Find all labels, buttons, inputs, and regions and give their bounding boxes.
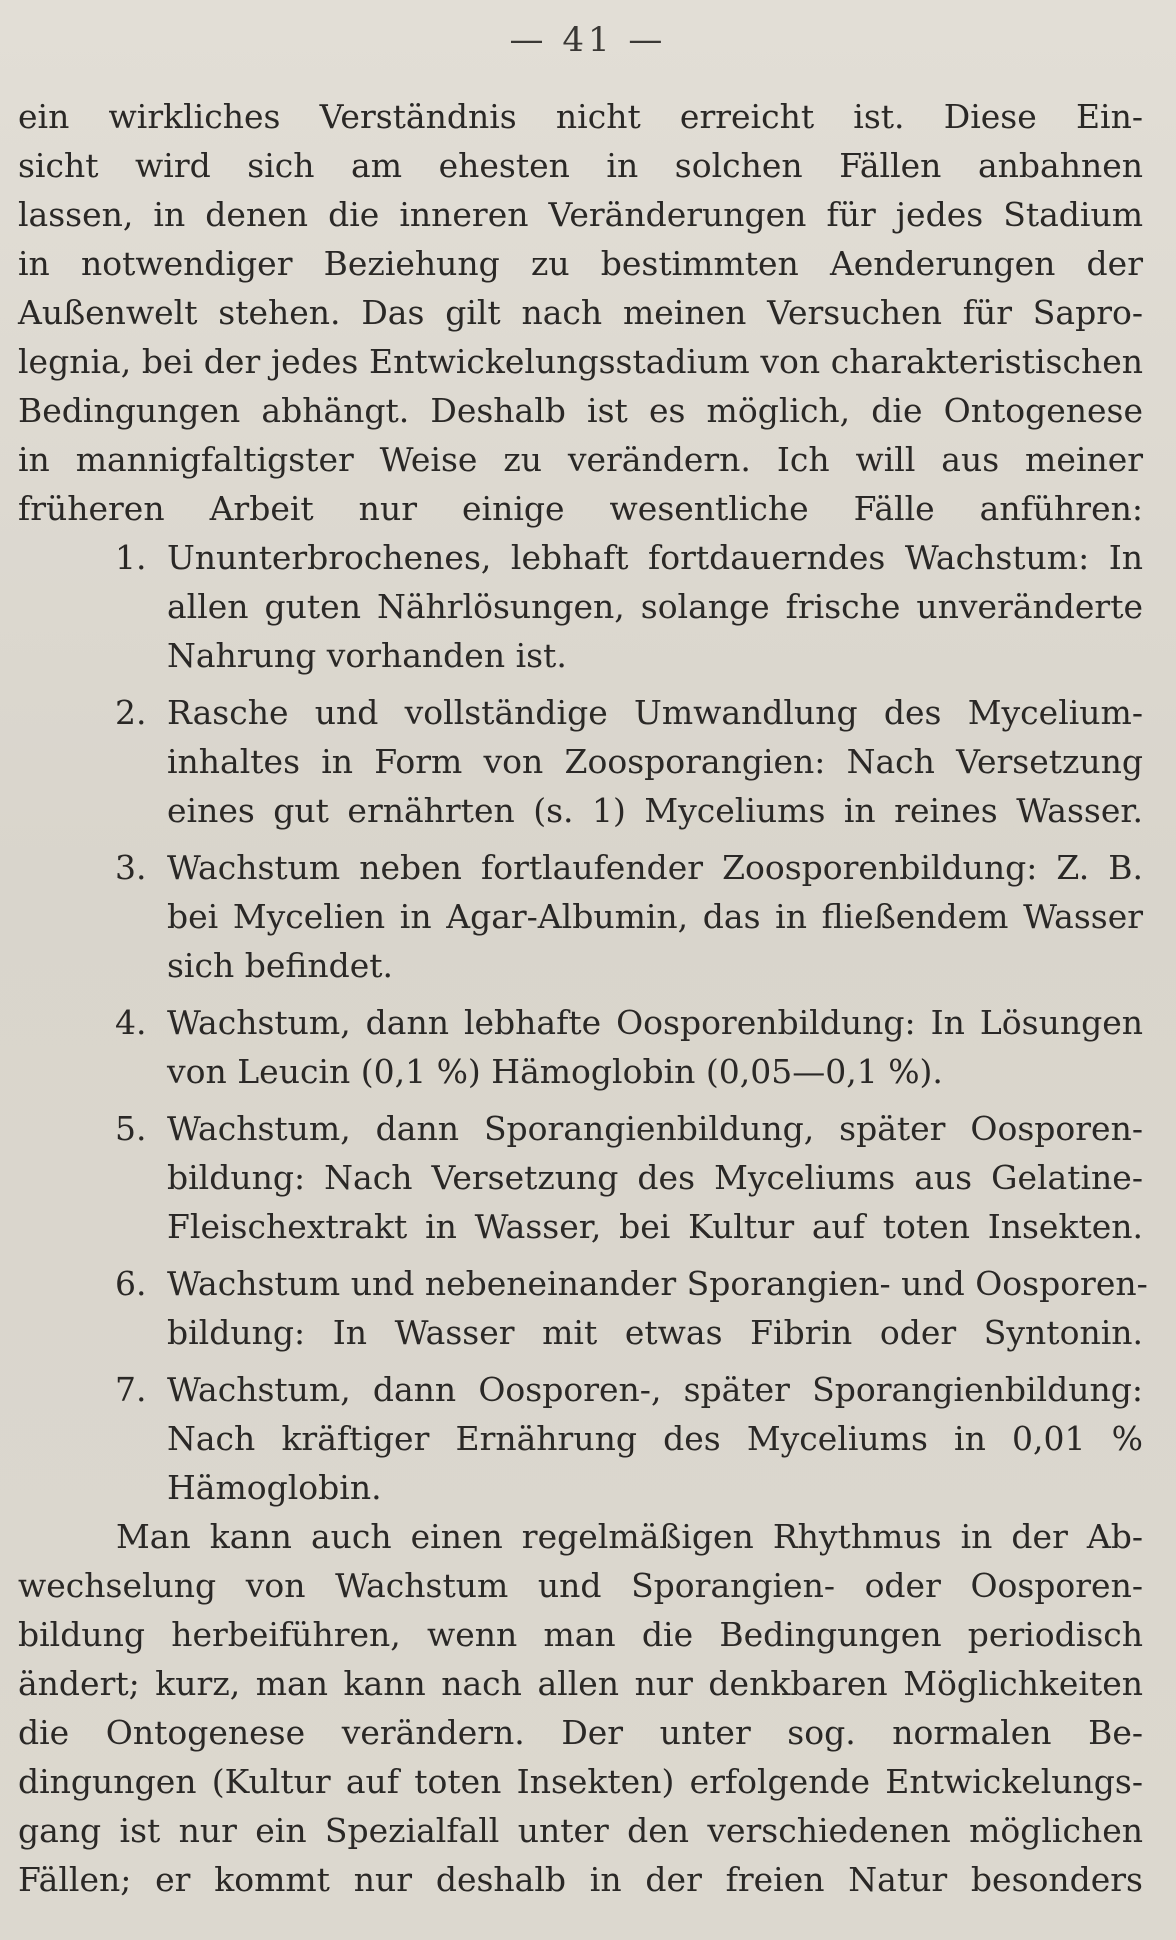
list-item — [115, 843, 1143, 990]
list-item — [115, 998, 1143, 1096]
list-item-number: 7. — [115, 1370, 147, 1409]
text-line: in notwendiger Beziehung zu bestimmten Aenderungen der — [18, 244, 1143, 283]
text-line: inhaltes in Form von Zoosporangien: Nach Versetzung — [167, 742, 1143, 781]
text-line: Nach kräftiger Ernährung des Myceliums in 0,01 % — [167, 1419, 1143, 1458]
text-line: bildung: Nach Versetzung des Myceliums aus Gelatine- — [167, 1158, 1143, 1197]
text-line: Nahrung vorhanden ist. — [167, 636, 567, 675]
text-line: dingungen (Kultur auf toten Insekten) erfolgende Entwickelungs- — [18, 1762, 1143, 1801]
text-line: Wachstum und nebeneinander Sporangien- und Oosporen- — [167, 1264, 1148, 1303]
text-line: bildung herbeiführen, wenn man die Bedingungen periodisch — [18, 1615, 1143, 1654]
list-item-number: 2. — [115, 693, 147, 732]
text-line: die Ontogenese verändern. Der unter sog. normalen Be- — [18, 1713, 1143, 1752]
text-line: legnia, bei der jedes Entwickelungsstadium von charakteristischen — [18, 342, 1143, 381]
text-line: sich befindet. — [167, 946, 394, 985]
text-line: Bedingungen abhängt. Deshalb ist es möglich, die Ontogenese — [18, 391, 1143, 430]
text-line: ein wirkliches Verständnis nicht erreicht ist. Diese Ein- — [18, 97, 1143, 136]
list-item — [115, 1365, 1143, 1512]
text-line: allen guten Nährlösungen, solange frische unveränderte — [167, 587, 1143, 626]
text-line: früheren Arbeit nur einige wesentliche Fälle anführen: — [18, 489, 1143, 528]
list-item — [115, 1259, 1148, 1357]
text-line: Wachstum, dann Oosporen-, später Sporangienbildung: — [167, 1370, 1143, 1409]
text-line: Fällen; er kommt nur deshalb in der freien Natur besonders — [18, 1860, 1143, 1899]
text-line: Hämoglobin. — [167, 1468, 382, 1507]
text-line: gang ist nur ein Spezialfall unter den verschiedenen möglichen — [18, 1811, 1143, 1850]
text-line: Rasche und vollständige Umwandlung des Mycelium- — [167, 693, 1143, 732]
closing-paragraph — [18, 1512, 1143, 1904]
list-item-number: 6. — [115, 1264, 147, 1303]
text-line: bildung: In Wasser mit etwas Fibrin oder Syntonin. — [167, 1313, 1143, 1352]
text-line: wechselung von Wachstum und Sporangien- oder Oosporen- — [18, 1566, 1143, 1605]
text-line: Fleischextrakt in Wasser, bei Kultur auf toten Insekten. — [167, 1207, 1143, 1246]
list-item-number: 1. — [115, 538, 147, 577]
text-line: bei Mycelien in Agar-Albumin, das in fließendem Wasser — [167, 897, 1143, 936]
text-line: von Leucin (0,1 %) Hämoglobin (0,05—0,1 %). — [167, 1052, 943, 1091]
text-line: Wachstum neben fortlaufender Zoosporenbildung: Z. B. — [167, 848, 1143, 887]
text-line: Wachstum, dann Sporangienbildung, später Oosporen- — [167, 1109, 1143, 1148]
list-item-number: 3. — [115, 848, 147, 887]
text-line: eines gut ernährten (s. 1) Myceliums in reines Wasser. — [167, 791, 1143, 830]
list-item — [115, 533, 1143, 680]
text-line: Man kann auch einen regelmäßigen Rhythmus in der Ab- — [116, 1517, 1143, 1556]
text-line: ändert; kurz, man kann nach allen nur denkbaren Möglichkeiten — [18, 1664, 1143, 1703]
text-line: Ununterbrochenes, lebhaft fortdauerndes Wachstum: In — [167, 538, 1143, 577]
text-line: Wachstum, dann lebhafte Oosporenbildung: In Lösungen — [167, 1003, 1143, 1042]
page-number: — 41 — — [509, 20, 667, 60]
list-item — [115, 688, 1143, 835]
text-line: lassen, in denen die inneren Veränderungen für jedes Stadium — [18, 195, 1143, 234]
text-line: in mannigfaltigster Weise zu verändern. Ich will aus meiner — [18, 440, 1143, 479]
numbered-list — [115, 533, 1148, 1512]
list-item-number: 5. — [115, 1109, 147, 1148]
list-item — [115, 1104, 1143, 1251]
intro-paragraph — [18, 92, 1143, 533]
text-line: Außenwelt stehen. Das gilt nach meinen Versuchen für Sapro- — [18, 293, 1143, 332]
list-item-number: 4. — [115, 1003, 147, 1042]
text-line: sicht wird sich am ehesten in solchen Fällen anbahnen — [18, 146, 1143, 185]
